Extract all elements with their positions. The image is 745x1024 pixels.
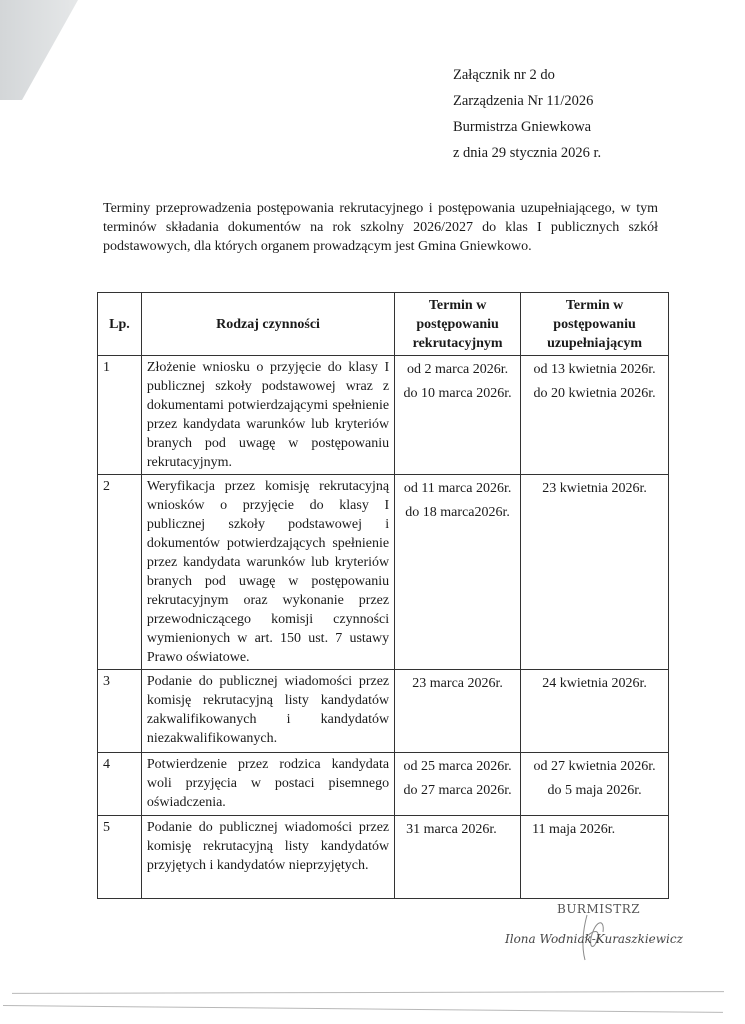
attachment-header [453, 62, 601, 166]
signature-title: BURMISTRZ [557, 902, 641, 916]
date-line: do 27 marca 2026r. [403, 783, 512, 798]
row-supplementary-term [521, 753, 669, 816]
row-supplementary-term [521, 356, 669, 475]
date-line: od 27 kwietnia 2026r. [533, 759, 656, 774]
row-recruitment-term [395, 475, 521, 670]
attachment-line: z dnia 29 stycznia 2026 r. [453, 145, 602, 161]
row-number: 3 [98, 670, 142, 753]
date-line: od 11 marca 2026r. [403, 481, 512, 496]
row-number: 4 [98, 753, 142, 816]
table-row [98, 356, 669, 475]
date-line: od 25 marca 2026r. [403, 759, 512, 774]
row-recruitment-term [395, 816, 521, 899]
table-row [98, 816, 669, 899]
date-line: 24 kwietnia 2026r. [542, 676, 647, 691]
row-supplementary-term [521, 670, 669, 753]
date-line: 11 maja 2026r. [532, 822, 616, 837]
scan-page-corner [0, 0, 80, 100]
row-recruitment-term [395, 670, 521, 753]
scan-artifact-line [12, 991, 724, 994]
table-row [98, 475, 669, 670]
row-supplementary-term [521, 475, 669, 670]
date-line: od 13 kwietnia 2026r. [533, 362, 656, 377]
header-supplementary-term: Termin w postępowaniu uzupełniającym [521, 293, 669, 356]
attachment-line: Burmistrza Gniewkowa [453, 119, 592, 135]
attachment-line: Zarządzenia Nr 11/2026 [453, 93, 594, 109]
date-line: do 10 marca 2026r. [403, 386, 512, 401]
row-number: 5 [98, 816, 142, 899]
row-recruitment-term [395, 753, 521, 816]
row-activity: Złożenie wniosku o przyjęcie do klasy I publicznej szkoły podstawowej wraz z dokumentami potwierdzającymi spełnienie przez kandydata warunków lub kryteriów branych pod uwagę w postępowaniu rekrutacyjnym. [141, 356, 394, 475]
date-line: 31 marca 2026r. [406, 822, 497, 837]
signature-name: Ilona Wodniak-Kuraszkiewicz [505, 932, 683, 946]
header-lp: Lp. [98, 293, 142, 356]
date-line: do 20 kwietnia 2026r. [533, 386, 656, 401]
date-line: do 18 marca2026r. [405, 505, 510, 520]
row-number: 2 [98, 475, 142, 670]
document-intro: Terminy przeprowadzenia postępowania rekrutacyjnego i postępowania uzupełniającego, w tym terminów składania dokumentów na rok szkolny 2026/2027 do klas I publicznych szkół podstawowych, dla których organem prowadzącym jest Gmina Gniewkowo. [103, 201, 658, 254]
table-row [98, 753, 669, 816]
date-line: od 2 marca 2026r. [407, 362, 509, 377]
header-activity: Rodzaj czynności [141, 293, 394, 356]
row-activity: Weryfikacja przez komisję rekrutacyjną wniosków o przyjęcie do klasy I publicznej szkoły podstawowej i dokumentów potwierdzających spełnienie przez kandydata warunków lub kryteriów branych pod uwagę w postępowaniu rekrutacyjnym oraz wykonanie przez przewodniczącego komisji czynności wymienionych w art. 150 ust. 7 ustawy Prawo oświatowe. [141, 475, 394, 670]
attachment-line: Załącznik nr 2 do [453, 67, 555, 83]
date-line: do 5 maja 2026r. [547, 783, 642, 798]
schedule-table [97, 292, 669, 899]
header-recruitment-term: Termin w postępowaniu rekrutacyjnym [395, 293, 521, 356]
row-activity: Podanie do publicznej wiadomości przez komisję rekrutacyjną listy kandydatów zakwalifikowanych i kandydatów niezakwalifikowanych. [141, 670, 394, 753]
date-line: 23 kwietnia 2026r. [542, 481, 647, 496]
row-number: 1 [98, 356, 142, 475]
row-recruitment-term [395, 356, 521, 475]
row-activity: Potwierdzenie przez rodzica kandydata woli przyjęcia w postaci pisemnego oświadczenia. [141, 753, 394, 816]
table-header-row [98, 293, 669, 356]
scan-artifact-line [3, 1005, 723, 1013]
row-supplementary-term [521, 816, 669, 899]
row-activity: Podanie do publicznej wiadomości przez komisję rekrutacyjną listy kandydatów przyjętych i kandydatów nieprzyjętych. [141, 816, 394, 899]
date-line: 23 marca 2026r. [412, 676, 503, 691]
table-row [98, 670, 669, 753]
